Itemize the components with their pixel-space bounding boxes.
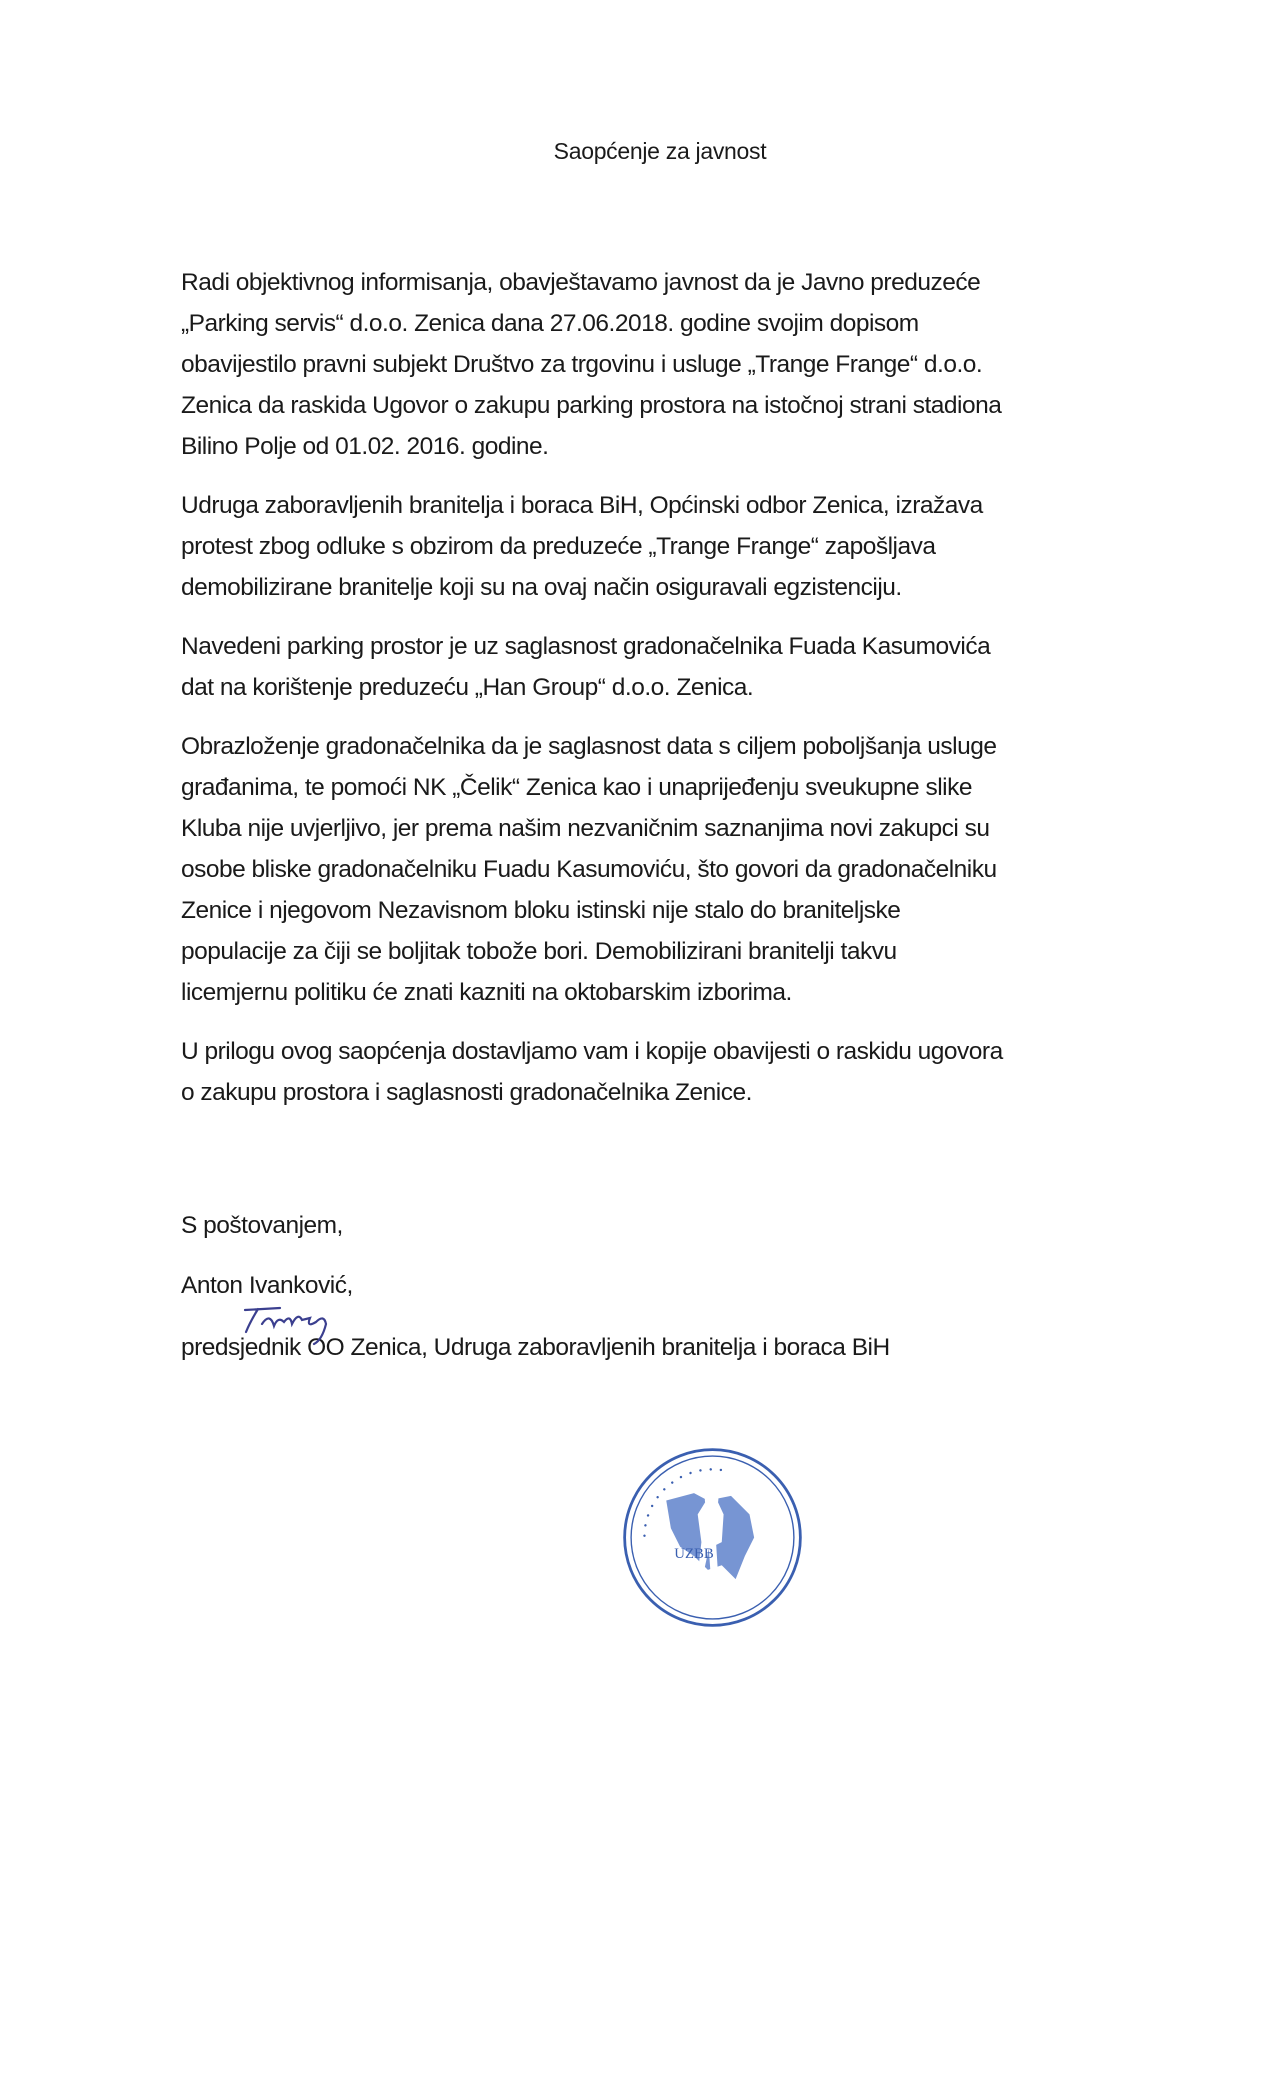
paragraph <box>181 262 1141 467</box>
text-line: protest zbog odluke s obzirom da preduzeće „Trange Frange“ zapošljava <box>181 533 936 560</box>
text-line: građanima, te pomoći NK „Čelik“ Zenica kao i unaprijeđenju sveukupne slike <box>181 774 972 801</box>
text-line: Navedeni parking prostor je uz saglasnost gradonačelnika Fuada Kasumovića <box>181 633 991 660</box>
paragraph <box>181 485 1141 608</box>
text-line: Zenice i njegovom Nezavisnom bloku istinski nije stalo do braniteljske <box>181 897 901 924</box>
paragraph <box>181 726 1141 1013</box>
signer-position: predsjednik OO Zenica, Udruga zaboravljenih branitelja i boraca BiH <box>181 1334 890 1361</box>
text-line: demobilizirane branitelje koji su na ovaj način osiguravali egzistenciju. <box>181 574 902 601</box>
paragraph <box>181 1031 1141 1113</box>
text-line: Obrazloženje gradonačelnika da je saglasnost data s ciljem poboljšanja usluge <box>181 733 997 760</box>
text-line: Bilino Polje od 01.02. 2016. godine. <box>181 433 549 460</box>
text-line: U prilogu ovog saopćenja dostavljamo vam i kopije obavijesti o raskidu ugovora <box>181 1038 1003 1065</box>
text-line: Zenica da raskida Ugovor o zakupu parking prostora na istočnoj strani stadiona <box>181 392 1002 419</box>
stamp-label: UZBB <box>674 1545 714 1562</box>
handwritten-signature <box>240 1302 370 1347</box>
text-line: Udruga zaboravljenih branitelja i boraca BiH, Općinski odbor Zenica, izražava <box>181 492 983 519</box>
text-line: osobe bliske gradonačelniku Fuadu Kasumoviću, što govori da gradonačelniku <box>181 856 997 883</box>
text-line: Kluba nije uvjerljivo, jer prema našim nezvaničnim saznanjima novi zakupci su <box>181 815 990 842</box>
text-line: „Parking servis“ d.o.o. Zenica dana 27.06.2018. godine svojim dopisom <box>181 310 919 337</box>
text-line: o zakupu prostora i saglasnosti gradonačelnika Zenice. <box>181 1079 752 1106</box>
text-line: populacije za čiji se boljitak tobože bori. Demobilizirani branitelji takvu <box>181 938 897 965</box>
official-stamp <box>620 1445 805 1630</box>
signer-name: Anton Ivanković, <box>181 1272 353 1299</box>
salutation: S poštovanjem, <box>181 1212 343 1239</box>
stamp-ring-text: • • • • • • • • • • • • <box>639 1464 726 1538</box>
document-body <box>181 262 1141 1131</box>
paragraph <box>181 626 1141 708</box>
document-title: Saopćenje za javnost <box>553 138 767 164</box>
text-line: dat na korištenje preduzeću „Han Group“ d.o.o. Zenica. <box>181 674 754 701</box>
text-line: obavijestilo pravni subjekt Društvo za trgovinu i usluge „Trange Frange“ d.o.o. <box>181 351 983 378</box>
text-line: licemjernu politiku će znati kazniti na oktobarskim izborima. <box>181 979 792 1006</box>
text-line: Radi objektivnog informisanja, obavještavamo javnost da je Javno preduzeće <box>181 269 981 296</box>
